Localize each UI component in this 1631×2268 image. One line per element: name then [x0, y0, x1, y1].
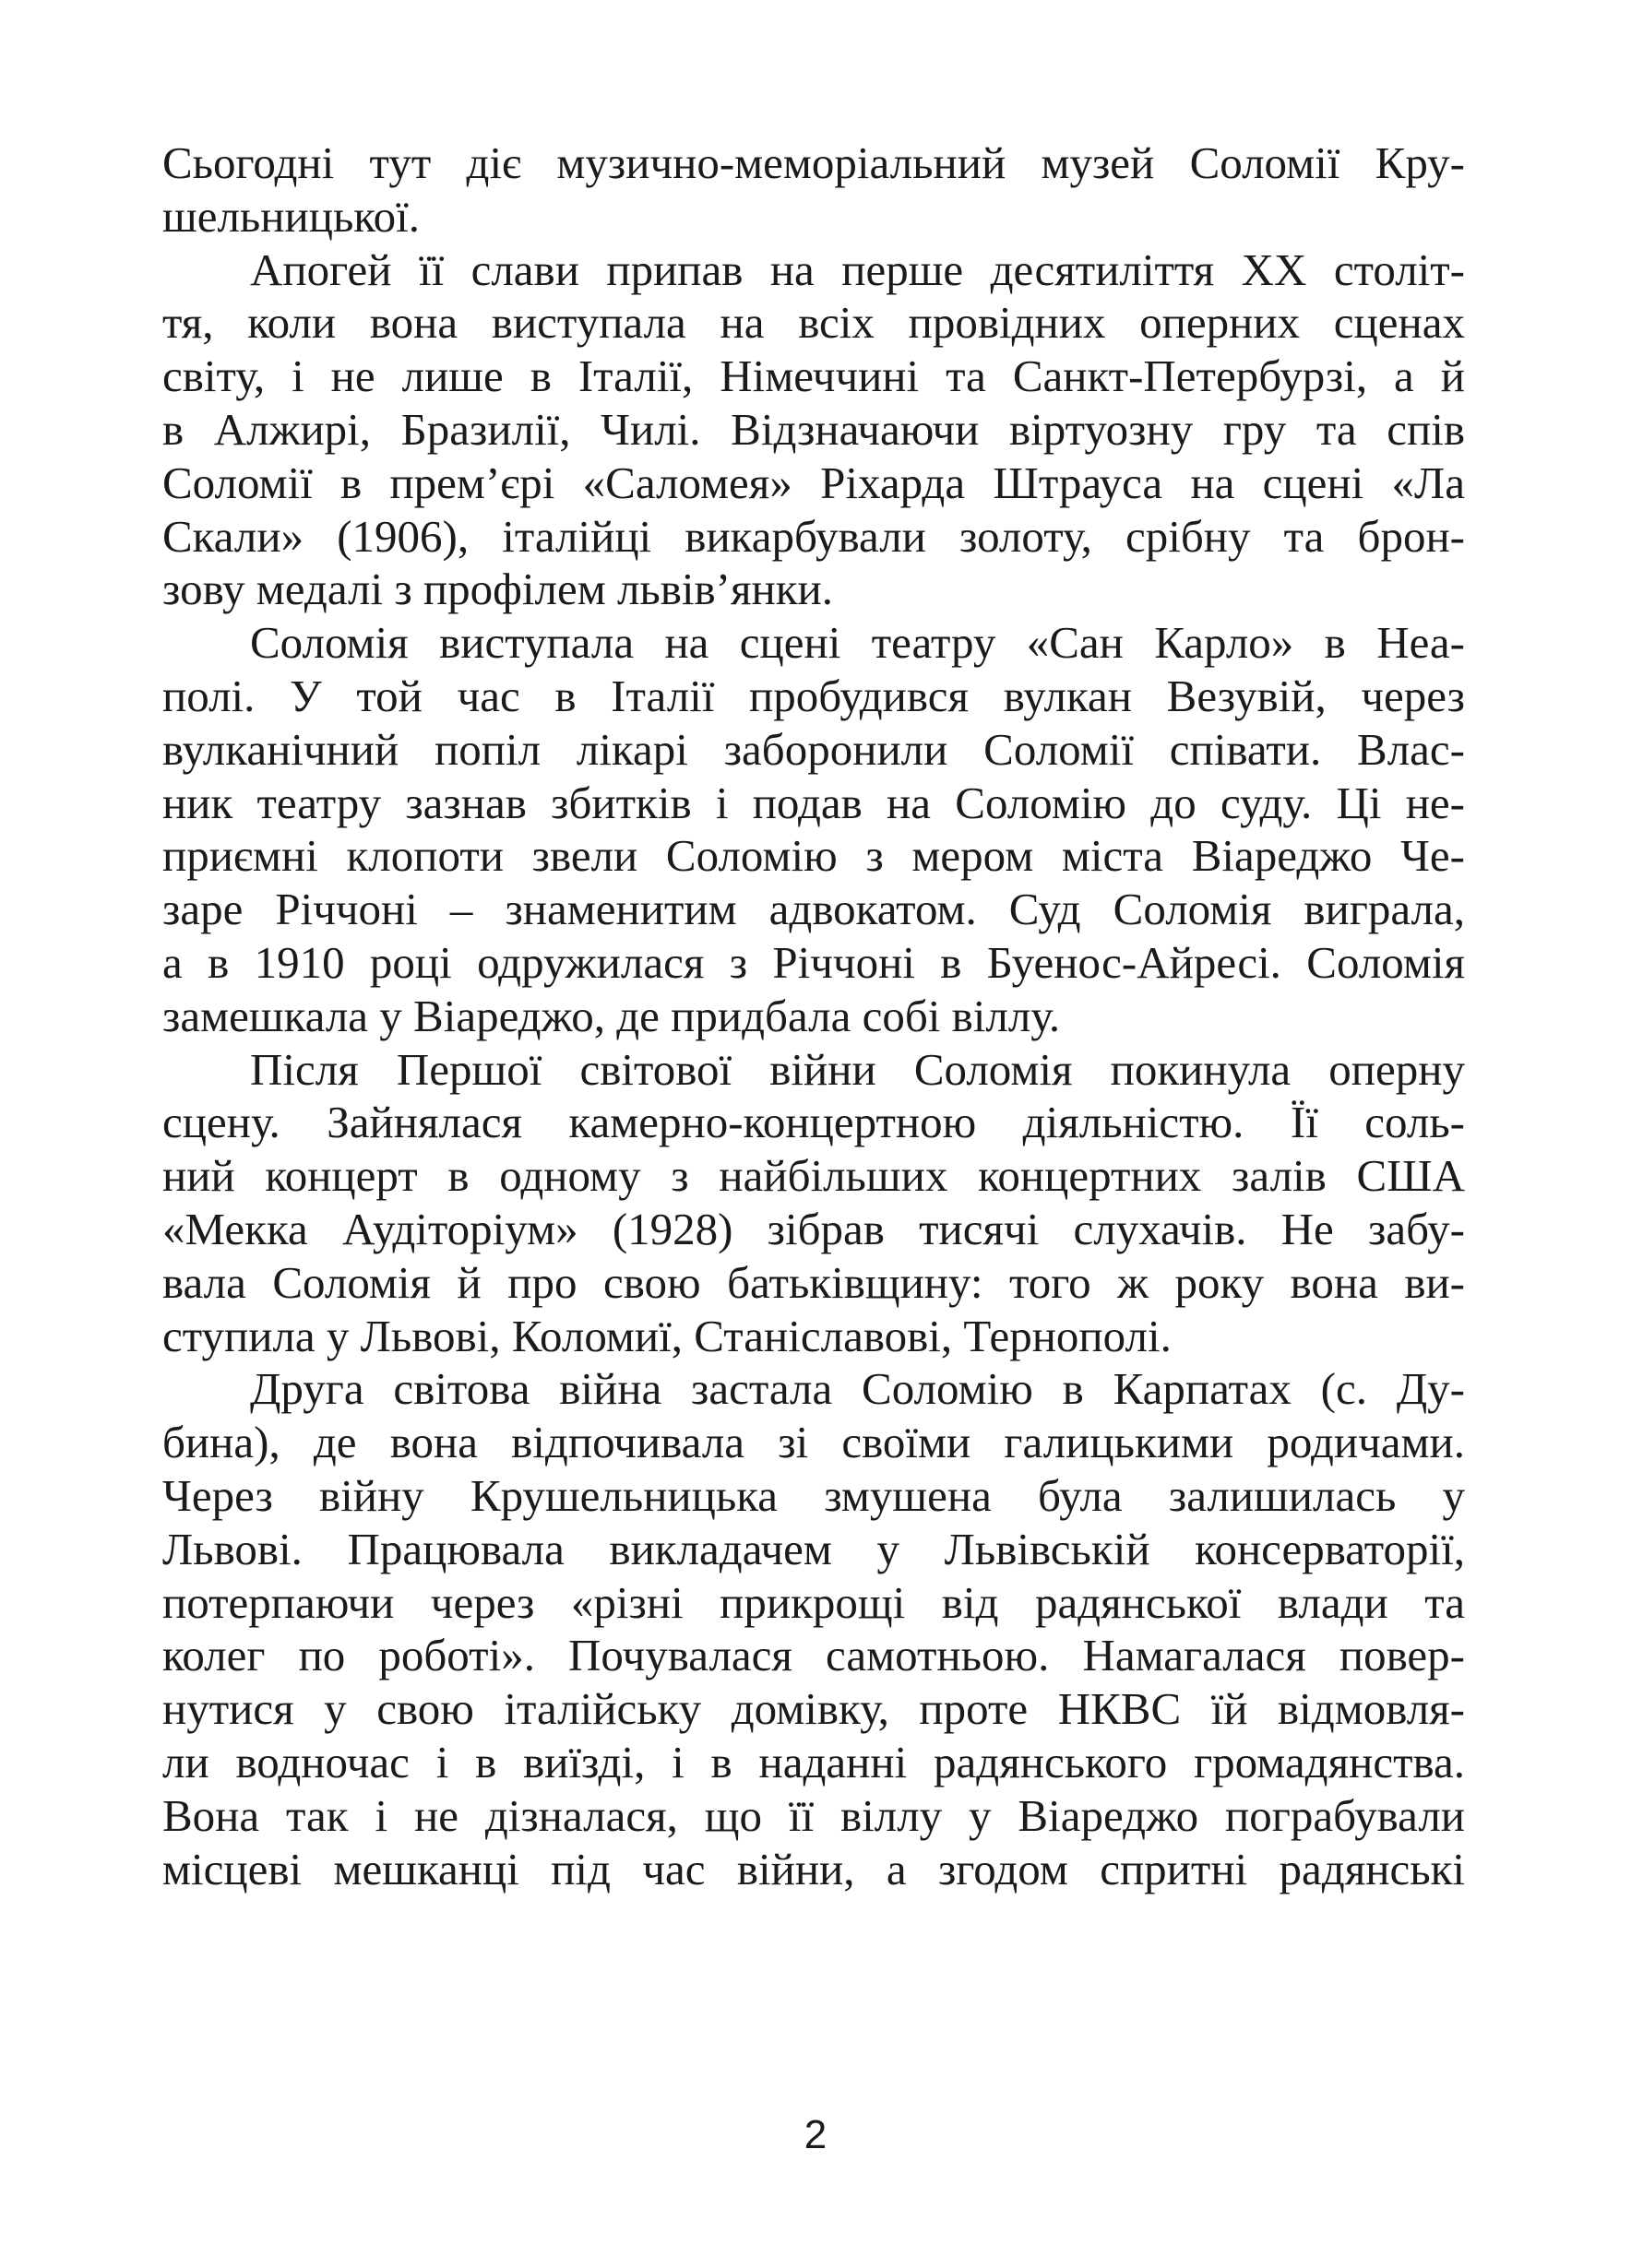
paragraph: [162, 1043, 1465, 1363]
text-line: нутися у свою італійську домівку, проте НКВС їй відмовля-: [162, 1683, 1465, 1735]
text-line: Через війну Крушельницька змушена була залишилась у: [162, 1469, 1465, 1521]
text-line: Сьогодні тут діє музично-меморіальний музей Соломії Кру-: [162, 137, 1465, 188]
text-line: Друга світова війна застала Соломію в Карпатах (с. Ду-: [250, 1363, 1465, 1415]
text-line: полі. У той час в Італії пробудився вулкан Везувій, через: [162, 670, 1465, 721]
text-line: заре Річчоні – знаменитим адвокатом. Суд Соломія виграла,: [162, 884, 1465, 935]
text-line: Після Першої світової війни Соломія покинула оперну: [250, 1043, 1465, 1095]
text-line: приємні клопоти звели Соломію з мером міста Віареджо Че-: [162, 830, 1465, 882]
document-body: [162, 137, 1465, 1895]
text-line: Скали» (1906), італійці викарбували золоту, срібну та брон-: [162, 510, 1465, 562]
text-line: тя, коли вона виступала на всіх провідних оперних сценах: [162, 297, 1465, 349]
text-line: Соломії в прем’єрі «Саломея» Ріхарда Штрауса на сцені «Ла: [162, 457, 1465, 508]
text-line: вала Соломія й про свою батьківщину: того ж року вона ви-: [162, 1256, 1465, 1308]
text-line: Львові. Працювала викладачем у Львівській консерваторії,: [162, 1523, 1465, 1574]
text-line: місцеві мешканці під час війни, а згодом спритні радянські: [162, 1843, 1465, 1894]
text-line: зову медалі з профілем львів’янки.: [162, 564, 834, 615]
paragraph: [162, 616, 1465, 1042]
text-line: шельницької.: [162, 190, 420, 242]
text-line: «Мекка Аудіторіум» (1928) зібрав тисячі слухачів. Не забу-: [162, 1203, 1465, 1254]
text-line: а в 1910 році одружилася з Річчоні в Буенос-Айресі. Соломія: [162, 936, 1465, 988]
text-line: Соломія виступала на сцені театру «Сан Карло» в Неа-: [250, 617, 1465, 669]
paragraph: [162, 137, 1465, 243]
text-line: в Алжирі, Бразилії, Чилі. Відзначаючи віртуозну гру та спів: [162, 403, 1465, 455]
text-line: бина), де вона відпочивала зі своїми галицькими родичами.: [162, 1417, 1465, 1468]
text-line: сцену. Зайнялася камерно-концертною діяльністю. Її соль-: [162, 1097, 1465, 1148]
text-line: ник театру зазнав збитків і подав на Соломію до суду. Ці не-: [162, 777, 1465, 828]
text-line: ступила у Львові, Коломиї, Станіславові, Тернополі.: [162, 1310, 1172, 1361]
text-line: замешкала у Віареджо, де придбала собі віллу.: [162, 990, 1061, 1041]
text-line: Апогей її слави припав на перше десятиліття XX століт-: [250, 243, 1465, 295]
text-line: колег по роботі». Почувалася самотньою. Намагалася повер-: [162, 1630, 1465, 1681]
paragraph: [162, 243, 1465, 617]
text-line: ний концерт в одному з найбільших концертних залів США: [162, 1150, 1465, 1202]
text-line: Вона так і не дізналася, що її віллу у Віареджо пограбували: [162, 1789, 1465, 1841]
text-line: вулканічний попіл лікарі заборонили Соломії співати. Влас-: [162, 723, 1465, 775]
paragraph: [162, 1362, 1465, 1895]
text-line: ли водночас і в виїзді, і в наданні радянського громадянства.: [162, 1736, 1465, 1787]
text-line: потерпаючи через «різні прикрощі від радянської влади та: [162, 1576, 1465, 1628]
page-number: 2: [804, 2112, 827, 2157]
text-line: світу, і не лише в Італії, Німеччині та Санкт-Петербурзі, а й: [162, 350, 1465, 402]
